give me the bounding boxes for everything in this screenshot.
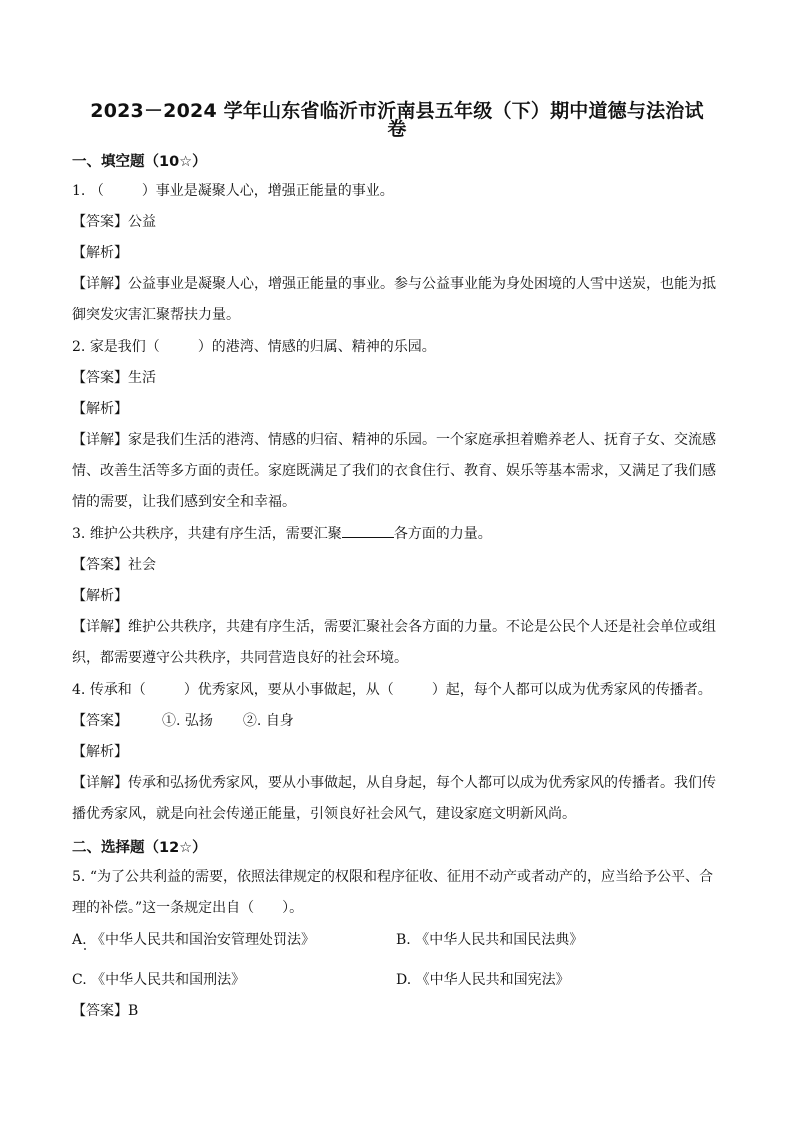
detail-label: 【详解】	[72, 432, 128, 448]
answer-label: 【答案】	[72, 557, 128, 573]
answer-value: 社会	[128, 557, 156, 573]
question-number: 1.	[72, 183, 86, 199]
detail-row	[72, 269, 726, 300]
detail-text: 传承和弘扬优秀家风，要从小事做起，从自身起，每个人都可以成为优秀家风的传播者。我们传	[128, 775, 716, 791]
question-stem: 各方面的力量。	[393, 526, 492, 542]
page-title-continued: 卷	[387, 118, 407, 140]
detail-label: 【详解】	[72, 276, 128, 292]
detail-row	[72, 425, 726, 456]
question-number: 3.	[72, 526, 86, 542]
section-heading-choice: 二、选择题（12☆）	[72, 840, 207, 856]
answer-label: 【答案】	[72, 713, 128, 729]
answer-row	[72, 207, 726, 238]
detail-row	[72, 612, 726, 643]
question-stem: ）的港湾、情感的归属、精神的乐园。	[197, 339, 436, 355]
detail-text: 家是我们生活的港湾、情感的归宿、精神的乐园。一个家庭承担着赡养老人、抚育子女、交流感	[128, 432, 716, 448]
analysis-label: 【解析】	[72, 588, 128, 604]
answer-value: 公益	[128, 214, 156, 230]
question-stem: 维护公共秩序，共建有序生活，需要汇聚	[89, 526, 342, 542]
answer-label: 【答案】	[72, 1003, 128, 1019]
question-5	[72, 862, 726, 893]
analysis-label: 【解析】	[72, 744, 128, 760]
detail-label: 【详解】	[72, 619, 128, 635]
question-stem: “为了公共利益的需要，依照法律规定的权限和程序征收、征用不动产或者动产的，应当给予公平、合	[89, 869, 713, 885]
answer-value: 弘扬	[184, 713, 213, 729]
answer-blank	[342, 523, 394, 538]
question-stem: ）优秀家风，要从小事做起，从（	[183, 682, 394, 698]
detail-text: 公益事业是凝聚人心，增强正能量的事业。参与公益事业能为身处困境的人雪中送炭，也能为抵	[128, 276, 716, 292]
answer-row	[72, 550, 726, 581]
page-title: 2023－2024 学年山东省临沂市沂南县五年级（下）期中道德与法治试	[90, 100, 704, 122]
detail-text: 播优秀家风，就是向社会传递正能量，引领良好社会风气，建设家庭文明新风尚。	[72, 806, 576, 822]
detail-text: 情的需要，让我们感到安全和幸福。	[72, 494, 296, 510]
answer-value: 自身	[265, 713, 294, 729]
question-stem: 理的补偿。”这一条规定出自（ ）。	[72, 900, 304, 916]
question-3	[72, 519, 726, 550]
detail-text: 织，都需要遵守公共秩序，共同营造良好的社会环境。	[72, 650, 408, 666]
analysis-label: 【解析】	[72, 401, 128, 417]
question-number: 2.	[72, 339, 86, 355]
detail-text: 维护公共秩序，共建有序生活，需要汇聚社会各方面的力量。不论是公民个人还是社会单位或组	[128, 619, 716, 635]
answer-mark-2: ②.	[242, 713, 262, 729]
question-1	[72, 176, 726, 207]
option-d: D. 《中华人民共和国宪法》	[396, 972, 570, 988]
detail-label: 【详解】	[72, 775, 128, 791]
section-heading-fill-in: 一、填空题（10☆）	[72, 154, 207, 170]
option-b: B. 《中华人民共和国民法典》	[396, 932, 584, 948]
answer-mark-1: ①.	[162, 713, 181, 729]
answer-value: B	[128, 1003, 139, 1019]
question-stem: 传承和（	[89, 682, 146, 698]
answer-label: 【答案】	[72, 370, 128, 386]
answer-row	[72, 363, 726, 394]
question-stem: ）事业是凝聚人心，增强正能量的事业。	[141, 183, 394, 199]
question-4	[72, 675, 726, 706]
option-a: A. 《中华人民共和国治安管理处罚法》	[72, 932, 316, 948]
question-2	[72, 332, 726, 363]
answer-row	[72, 996, 726, 1027]
answer-row	[72, 706, 726, 737]
detail-text: 情、改善生活等多方面的责任。家庭既满足了我们的衣食住行、教育、娱乐等基本需求，又满足了我们感	[72, 463, 716, 479]
question-number: 4.	[72, 682, 86, 698]
stray-dot	[84, 948, 86, 950]
analysis-label: 【解析】	[72, 245, 128, 261]
answer-label: 【答案】	[72, 214, 128, 230]
detail-row	[72, 768, 726, 799]
question-number: 5.	[72, 869, 86, 885]
question-stem: （	[89, 183, 104, 199]
detail-text: 御突发灾害汇聚帮扶力量。	[72, 307, 240, 323]
answer-value: 生活	[128, 370, 156, 386]
question-stem: ）起，每个人都可以成为优秀家风的传播者。	[431, 682, 712, 698]
question-stem: 家是我们（	[89, 339, 160, 355]
option-c: C. 《中华人民共和国刑法》	[72, 972, 246, 988]
